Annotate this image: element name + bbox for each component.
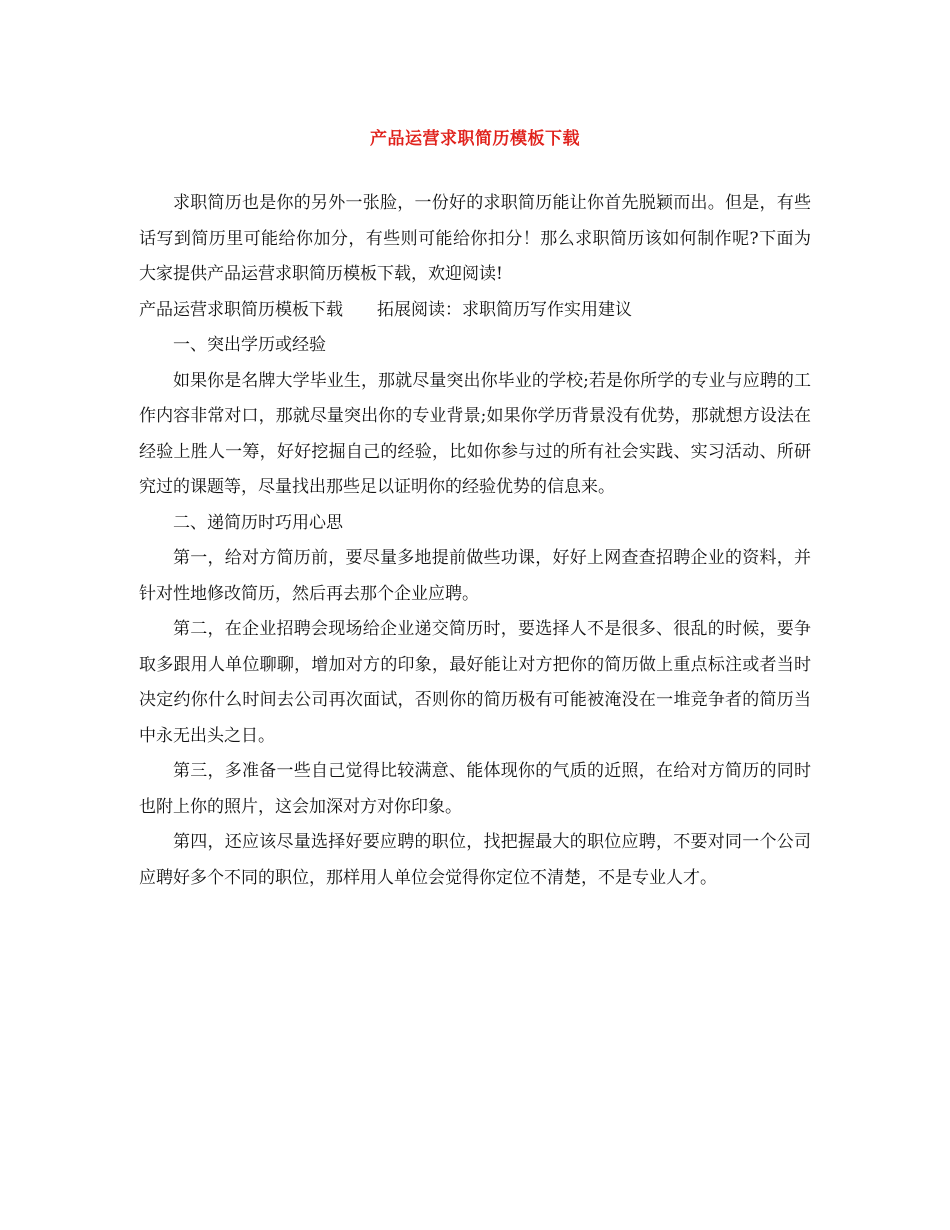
section-2-paragraph-2: 第二，在企业招聘会现场给企业递交简历时，要选择人不是很多、很乱的时候，要争取多跟用人单位聊聊，增加对方的印象，最好能让对方把你的简历做上重点标注或者当时决定约你什么时间去公司再次面试，否则你的简历极有可能被淹没在一堆竞争者的简历当中永无出头之日。 xyxy=(139,619,811,746)
extended-reading-link[interactable]: 拓展阅读：求职简历写作实用建议 xyxy=(377,299,632,320)
section-2-paragraph-4: 第四，还应该尽量选择好要应聘的职位，找把握最大的职位应聘，不要对同一个公司应聘好多个不同的职位，那样用人单位会觉得你定位不清楚，不是专业人才。 xyxy=(139,832,811,888)
links-line xyxy=(139,293,811,329)
section-heading-1: 一、突出学历或经验 xyxy=(173,335,326,355)
section-heading-2: 二、递简历时巧用心思 xyxy=(173,512,343,533)
section-1-paragraph-1: 如果你是名牌大学毕业生，那就尽量突出你毕业的学校;若是你所学的专业与应聘的工作内容非常对口，那就尽量突出你的专业背景;如果你学历背景没有优势，那就想方设法在经验上胜人一筹，好好挖掘自己的经验，比如你参与过的所有社会实践、实习活动、所研究过的课题等，尽量找出那些足以证明你的经验优势的信息来。 xyxy=(139,370,811,497)
section-2-paragraph-3: 第三，多准备一些自己觉得比较满意、能体现你的气质的近照，在给对方简历的同时也附上你的照片，这会加深对方对你印象。 xyxy=(139,761,811,817)
document-body xyxy=(139,186,811,896)
section-2-paragraph-1: 第一，给对方简历前，要尽量多地提前做些功课，好好上网查查招聘企业的资料，并针对性地修改简历，然后再去那个企业应聘。 xyxy=(139,548,811,604)
template-download-link[interactable]: 产品运营求职简历模板下载 xyxy=(139,299,343,320)
document-title: 产品运营求职简历模板下载 xyxy=(370,129,580,149)
intro-paragraph: 求职简历也是你的另外一张脸，一份好的求职简历能让你首先脱颖而出。但是，有些话写到简历里可能给你加分，有些则可能给你扣分！那么求职简历该如何制作呢?下面为大家提供产品运营求职简历模板下载，欢迎阅读! xyxy=(139,193,811,284)
